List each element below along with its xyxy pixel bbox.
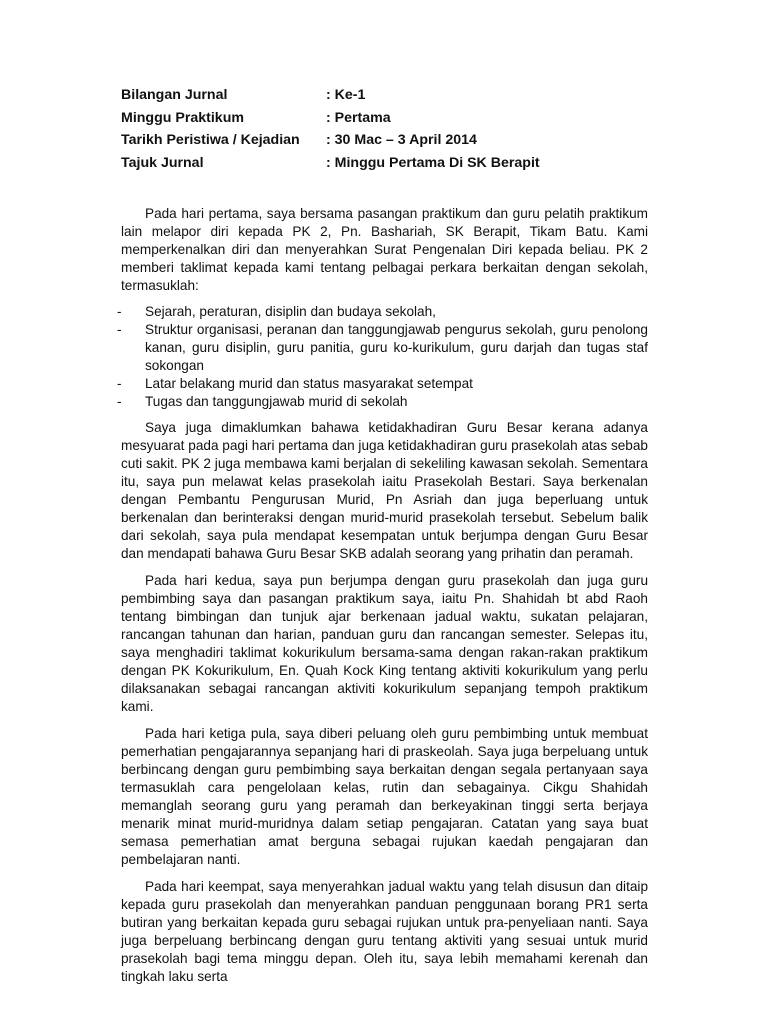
paragraph-day-4: Pada hari keempat, saya menyerahkan jadual waktu yang telah disusun dan ditaip kepada guru prasekolah dan menyerahkan panduan penggunaan borang PR1 serta butiran yang berkaitan kepada guru sebagai rujukan untuk pra-penyeliaan nanti. Saya juga berpeluang berbincang dengan guru tentang aktiviti yang sesuai untuk murid prasekolah bagi tema minggu depan. Oleh itu, saya lebih memahami kerenah dan tingkah laku serta (121, 879, 648, 984)
paragraph-day-2: Pada hari kedua, saya pun berjumpa dengan guru prasekolah dan juga guru pembimbing saya dan pasangan praktikum saya, iaitu Pn. Shahidah bt abd Raoh tentang bimbingan dan tunjuk ajar berkenaan jadual waktu, sukatan pelajaran, rancangan tahunan dan harian, panduan guru dan rancangan semester. Selepas itu, saya menghadiri taklimat kokurikulum bersama-sama dengan rakan-rakan praktikum dengan PK Kokurikulum, En. Quah Kock King tentang aktiviti kokurikulum yang perlu dilaksanakan sebagai rancangan aktiviti kokurikulum sepanjang tempoh praktikum kami. (121, 573, 648, 714)
bullet-dash: - (117, 394, 122, 409)
list-item (117, 303, 648, 321)
list-item-text: Tugas dan tanggungjawab murid di sekolah (145, 394, 408, 409)
list-item (117, 375, 648, 393)
header-row-tarikh (121, 129, 681, 152)
header-value: : 30 Mac – 3 April 2014 (326, 132, 477, 148)
list-item-text: Latar belakang murid dan status masyarakat setempat (145, 376, 473, 391)
list-item (117, 393, 648, 411)
list-item-text: Struktur organisasi, peranan dan tanggungjawab pengurus sekolah, guru penolong kanan, guru disiplin, guru panitia, guru ko-kurikulum, guru darjah dan tugas staf sokongan (145, 322, 648, 373)
header-value: : Ke-1 (326, 87, 366, 103)
paragraph-day-1-cont: Saya juga dimaklumkan bahawa ketidakhadiran Guru Besar kerana adanya mesyuarat pada pagi hari pertama dan juga ketidakhadiran guru prasekolah atas sebab cuti sakit. PK 2 juga membawa kami berjalan di sekeliling kawasan sekolah. Sementara itu, saya pun melawat kelas prasekolah iaitu Prasekolah Bestari. Saya berkenalan dengan Pembantu Pengurusan Murid, Pn Asriah dan juga beperluang untuk berkenalan dan berinteraksi dengan murid-murid prasekolah tersebut. Sebelum balik dari sekolah, saya pula mendapat kesempatan untuk berjumpa dengan Guru Besar dan mendapati bahawa Guru Besar SKB adalah seorang yang prihatin dan peramah. (121, 420, 648, 561)
header-row-bilangan (121, 84, 681, 107)
header-label: Minggu Praktikum (121, 109, 244, 126)
briefing-list (117, 303, 648, 411)
bullet-dash: - (117, 322, 122, 337)
header-label: Tarikh Peristiwa / Kejadian (121, 132, 300, 148)
journal-header (121, 84, 681, 174)
header-value: : Minggu Pertama Di SK Berapit (326, 154, 540, 171)
header-row-minggu (121, 107, 681, 130)
header-row-tajuk (121, 152, 681, 175)
bullet-dash: - (117, 304, 122, 319)
paragraph-day-1: Pada hari pertama, saya bersama pasangan praktikum dan guru pelatih praktikum lain melapor diri kepada PK 2, Pn. Bashariah, SK Berapit, Tikam Batu. Kami memperkenalkan diri dan menyerahkan Surat Pengenalan Diri kepada beliau. PK 2 memberi taklimat kepada kami tentang pelbagai perkara berkaitan dengan sekolah, termasuklah: (121, 206, 648, 293)
list-item (117, 321, 648, 375)
header-label: Bilangan Jurnal (121, 87, 228, 103)
list-item-text: Sejarah, peraturan, disiplin dan budaya sekolah, (145, 304, 436, 319)
header-value: : Pertama (326, 109, 391, 126)
bullet-dash: - (117, 376, 122, 391)
header-label: Tajuk Jurnal (121, 154, 204, 171)
journal-body (117, 205, 648, 986)
paragraph-day-3: Pada hari ketiga pula, saya diberi peluang oleh guru pembimbing untuk membuat pemerhatian pengajarannya sepanjang hari di praskeolah. Saya juga berpeluang untuk berbincang dengan guru pembimbing saya berkaitan dengan segala pertanyaan saya termasuklah cara pengelolaan kelas, rutin dan sebagainya. Cikgu Shahidah memanglah seorang guru yang peramah dan berkeyakinan tinggi serta berjaya menarik minat murid-muridnya dalam setiap pengajaran. Catatan yang saya buat semasa pemerhatian amat berguna sebagai rujukan kaedah pengajaran dan pembelajaran nanti. (121, 726, 648, 867)
